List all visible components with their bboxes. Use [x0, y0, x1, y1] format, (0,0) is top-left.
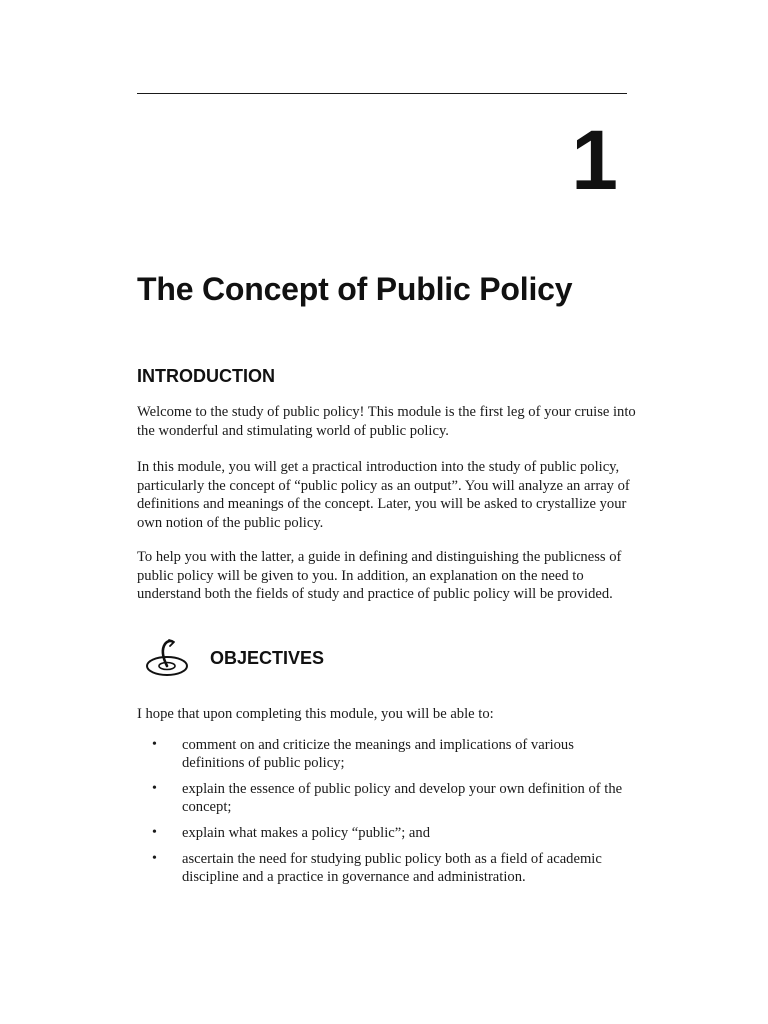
- objectives-heading: OBJECTIVES: [210, 648, 325, 668]
- objective-text: ascertain the need for studying public policy both as a field of academic discipline and a practice in governance and administration.: [182, 851, 602, 885]
- objective-text: explain the essence of public policy and develop your own definition of the concept;: [182, 781, 623, 815]
- introduction-heading: INTRODUCTION: [137, 366, 275, 386]
- intro-paragraph-1: Welcome to the study of public policy! This module is the first leg of your cruise into the wonderful and stimulating world of public policy.: [137, 404, 636, 439]
- list-item: [137, 824, 637, 842]
- objectives-lead: I hope that upon completing this module, you will be able to:: [137, 706, 494, 722]
- intro-paragraph-3: To help you with the latter, a guide in defining and distinguishing the publicness of public policy will be given to you. In addition, an explanation on the need to understand both the fields of study and practice of public policy will be provided.: [137, 549, 622, 602]
- list-item: [137, 850, 637, 886]
- objective-text: explain what makes a policy “public”; and: [182, 825, 431, 841]
- bullet-icon: •: [152, 781, 157, 796]
- list-item: [137, 736, 637, 772]
- top-rule-divider: [137, 93, 627, 94]
- chapter-number: 1: [571, 113, 618, 207]
- bullet-icon: •: [152, 737, 157, 752]
- target-arrow-icon: [143, 636, 193, 682]
- bullet-icon: •: [152, 851, 157, 866]
- bullet-icon: •: [152, 825, 157, 840]
- objectives-list: [137, 736, 637, 894]
- list-item: [137, 780, 637, 816]
- objective-text: comment on and criticize the meanings and implications of various definitions of public policy;: [182, 737, 574, 771]
- intro-paragraph-2: In this module, you will get a practical introduction into the study of public policy, particularly the concept of “public policy as an output”. You will analyze an array of definitions and meanings of the concept. Later, you will be asked to crystallize your own notion of the public policy.: [137, 459, 630, 531]
- chapter-title: The Concept of Public Policy: [137, 271, 573, 307]
